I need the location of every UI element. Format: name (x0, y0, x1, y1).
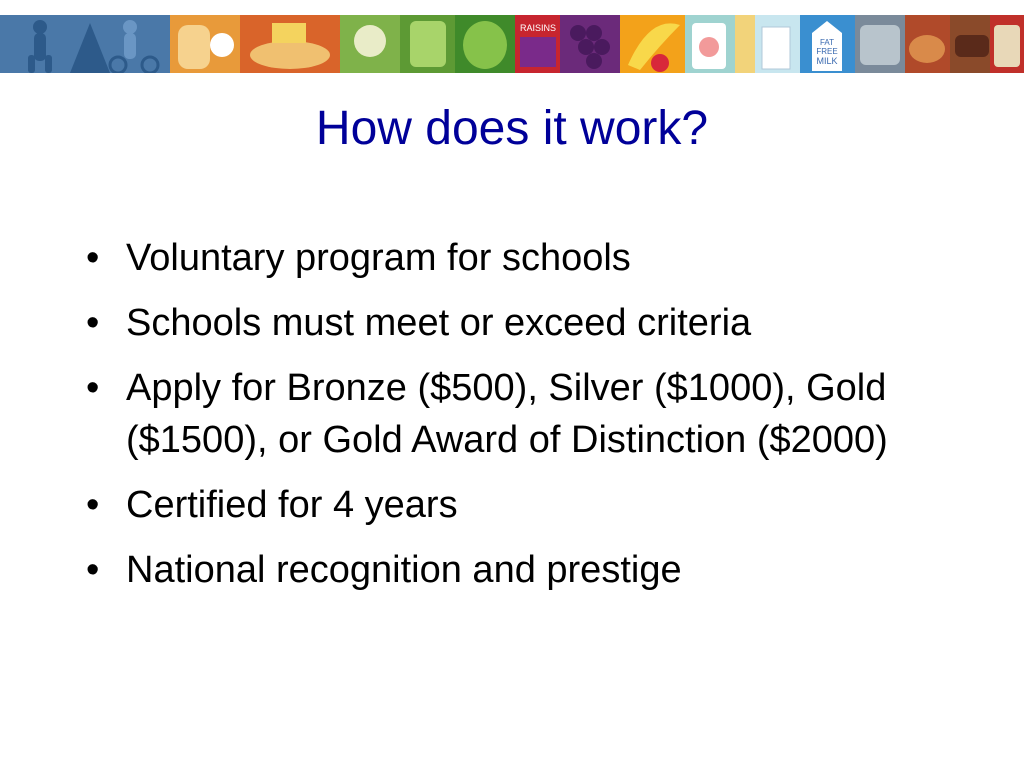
bullet-item (86, 479, 966, 531)
bread-icon (178, 25, 210, 69)
bullet-item (86, 544, 966, 596)
cereal-bowl-icon (250, 41, 330, 69)
cheese-icon (735, 15, 755, 73)
steak-icon (955, 35, 989, 57)
svg-text:RAISINS: RAISINS (519, 23, 557, 33)
tuna-can-icon (860, 25, 900, 65)
milk-glass-icon (762, 27, 790, 69)
bullet-item (86, 362, 966, 466)
bullet-text: Voluntary program for schools (126, 237, 631, 279)
broccoli-icon (410, 21, 446, 67)
bullet-marker: • (86, 302, 100, 344)
bullet-item (86, 297, 966, 349)
slide-title: How does it work? (315, 102, 709, 155)
chicken-leg-icon (909, 35, 945, 63)
bullet-marker: • (86, 549, 100, 591)
strawberry-icon (651, 54, 669, 72)
svg-text:MILK: MILK (816, 56, 838, 66)
food-banner-illustration (0, 15, 1024, 73)
bullet-item (86, 232, 966, 284)
food-banner (0, 15, 1024, 73)
popcorn-icon (210, 33, 234, 57)
bullet-text: National recognition and prestige (126, 549, 682, 591)
bullet-text: Apply for Bronze ($500), Silver ($1000), Gold ($1500), or Gold Award of Distinction ($2000) (126, 367, 888, 461)
lettuce-icon (463, 21, 507, 69)
pasta-icon (272, 23, 306, 43)
peanut-butter-jar-icon (994, 25, 1020, 67)
svg-text:FAT: FAT (819, 38, 835, 47)
bullet-marker: • (86, 237, 100, 279)
bullet-marker: • (86, 484, 100, 526)
bullet-text: Certified for 4 years (126, 484, 458, 526)
bullet-marker: • (86, 367, 100, 409)
svg-text:FREE: FREE (816, 47, 838, 56)
raisin-box-icon (520, 37, 556, 67)
cauliflower-icon (354, 25, 386, 57)
bullet-text: Schools must meet or exceed criteria (126, 302, 752, 344)
bullet-list (86, 232, 966, 609)
